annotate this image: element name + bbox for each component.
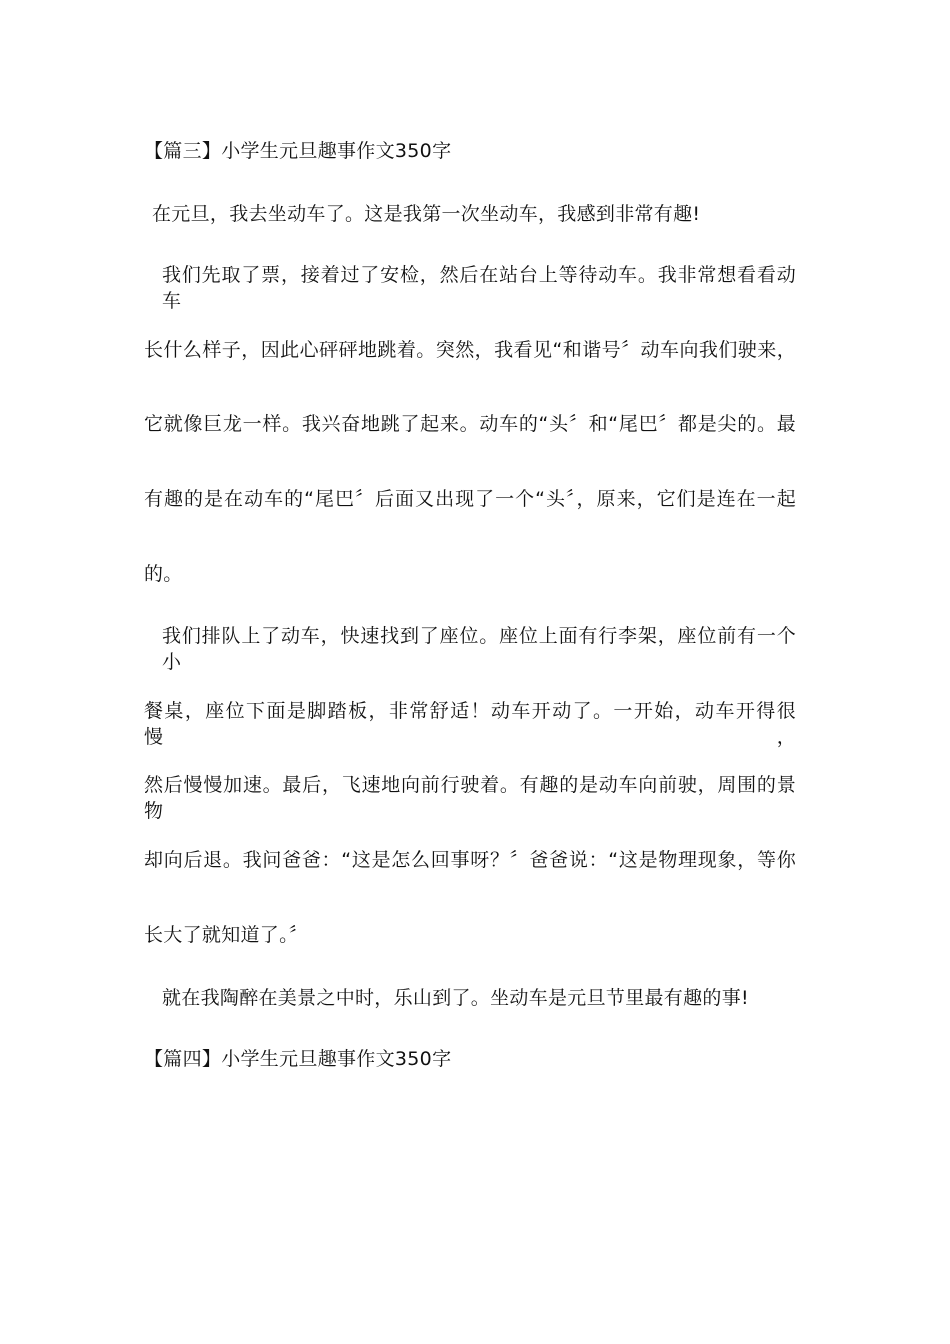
paragraph-2-line-2: 餐桌，座位下面是脚踏板，非常舒适！动车开动了。一开始，动车开得很慢， bbox=[144, 700, 796, 748]
paragraph-3: 就在我陶醉在美景之中时，乐山到了。坐动车是元旦节里最有趣的事! bbox=[162, 987, 749, 1009]
paragraph-2-line-4: 却向后退。我问爸爸：“这是怎么回事呀？〞爸爸说：“这是物理现象，等你 bbox=[144, 849, 796, 871]
paragraph-1-line-5: 的。 bbox=[144, 563, 183, 585]
paragraph-1-line-4: 有趣的是在动车的“尾巴〞后面又出现了一个“头〞，原来，它们是连在一起 bbox=[144, 488, 796, 510]
paragraph-2-line-5: 长大了就知道了。〞 bbox=[144, 924, 309, 946]
paragraph-2-line-3: 然后慢慢加速。最后，飞速地向前行驶着。有趣的是动车向前驶，周围的景物 bbox=[144, 774, 796, 822]
paragraph-1-line-2: 长什么样子，因此心砰砰地跳着。突然，我看见“和谐号〞动车向我们驶来， bbox=[144, 339, 796, 361]
paragraph-1-line-3: 它就像巨龙一样。我兴奋地跳了起来。动车的“头〞和“尾巴〞都是尖的。最 bbox=[144, 413, 796, 435]
section-three-heading: 【篇三】小学生元旦趣事作文350字 bbox=[144, 140, 452, 162]
intro-paragraph: 在元旦，我去坐动车了。这是我第一次坐动车，我感到非常有趣! bbox=[152, 203, 701, 225]
section-four-heading: 【篇四】小学生元旦趣事作文350字 bbox=[144, 1048, 452, 1070]
paragraph-1-line-1: 我们先取了票，接着过了安检，然后在站台上等待动车。我非常想看看动车 bbox=[162, 264, 796, 312]
paragraph-2-line-1: 我们排队上了动车，快速找到了座位。座位上面有行李架，座位前有一个小 bbox=[162, 625, 796, 673]
